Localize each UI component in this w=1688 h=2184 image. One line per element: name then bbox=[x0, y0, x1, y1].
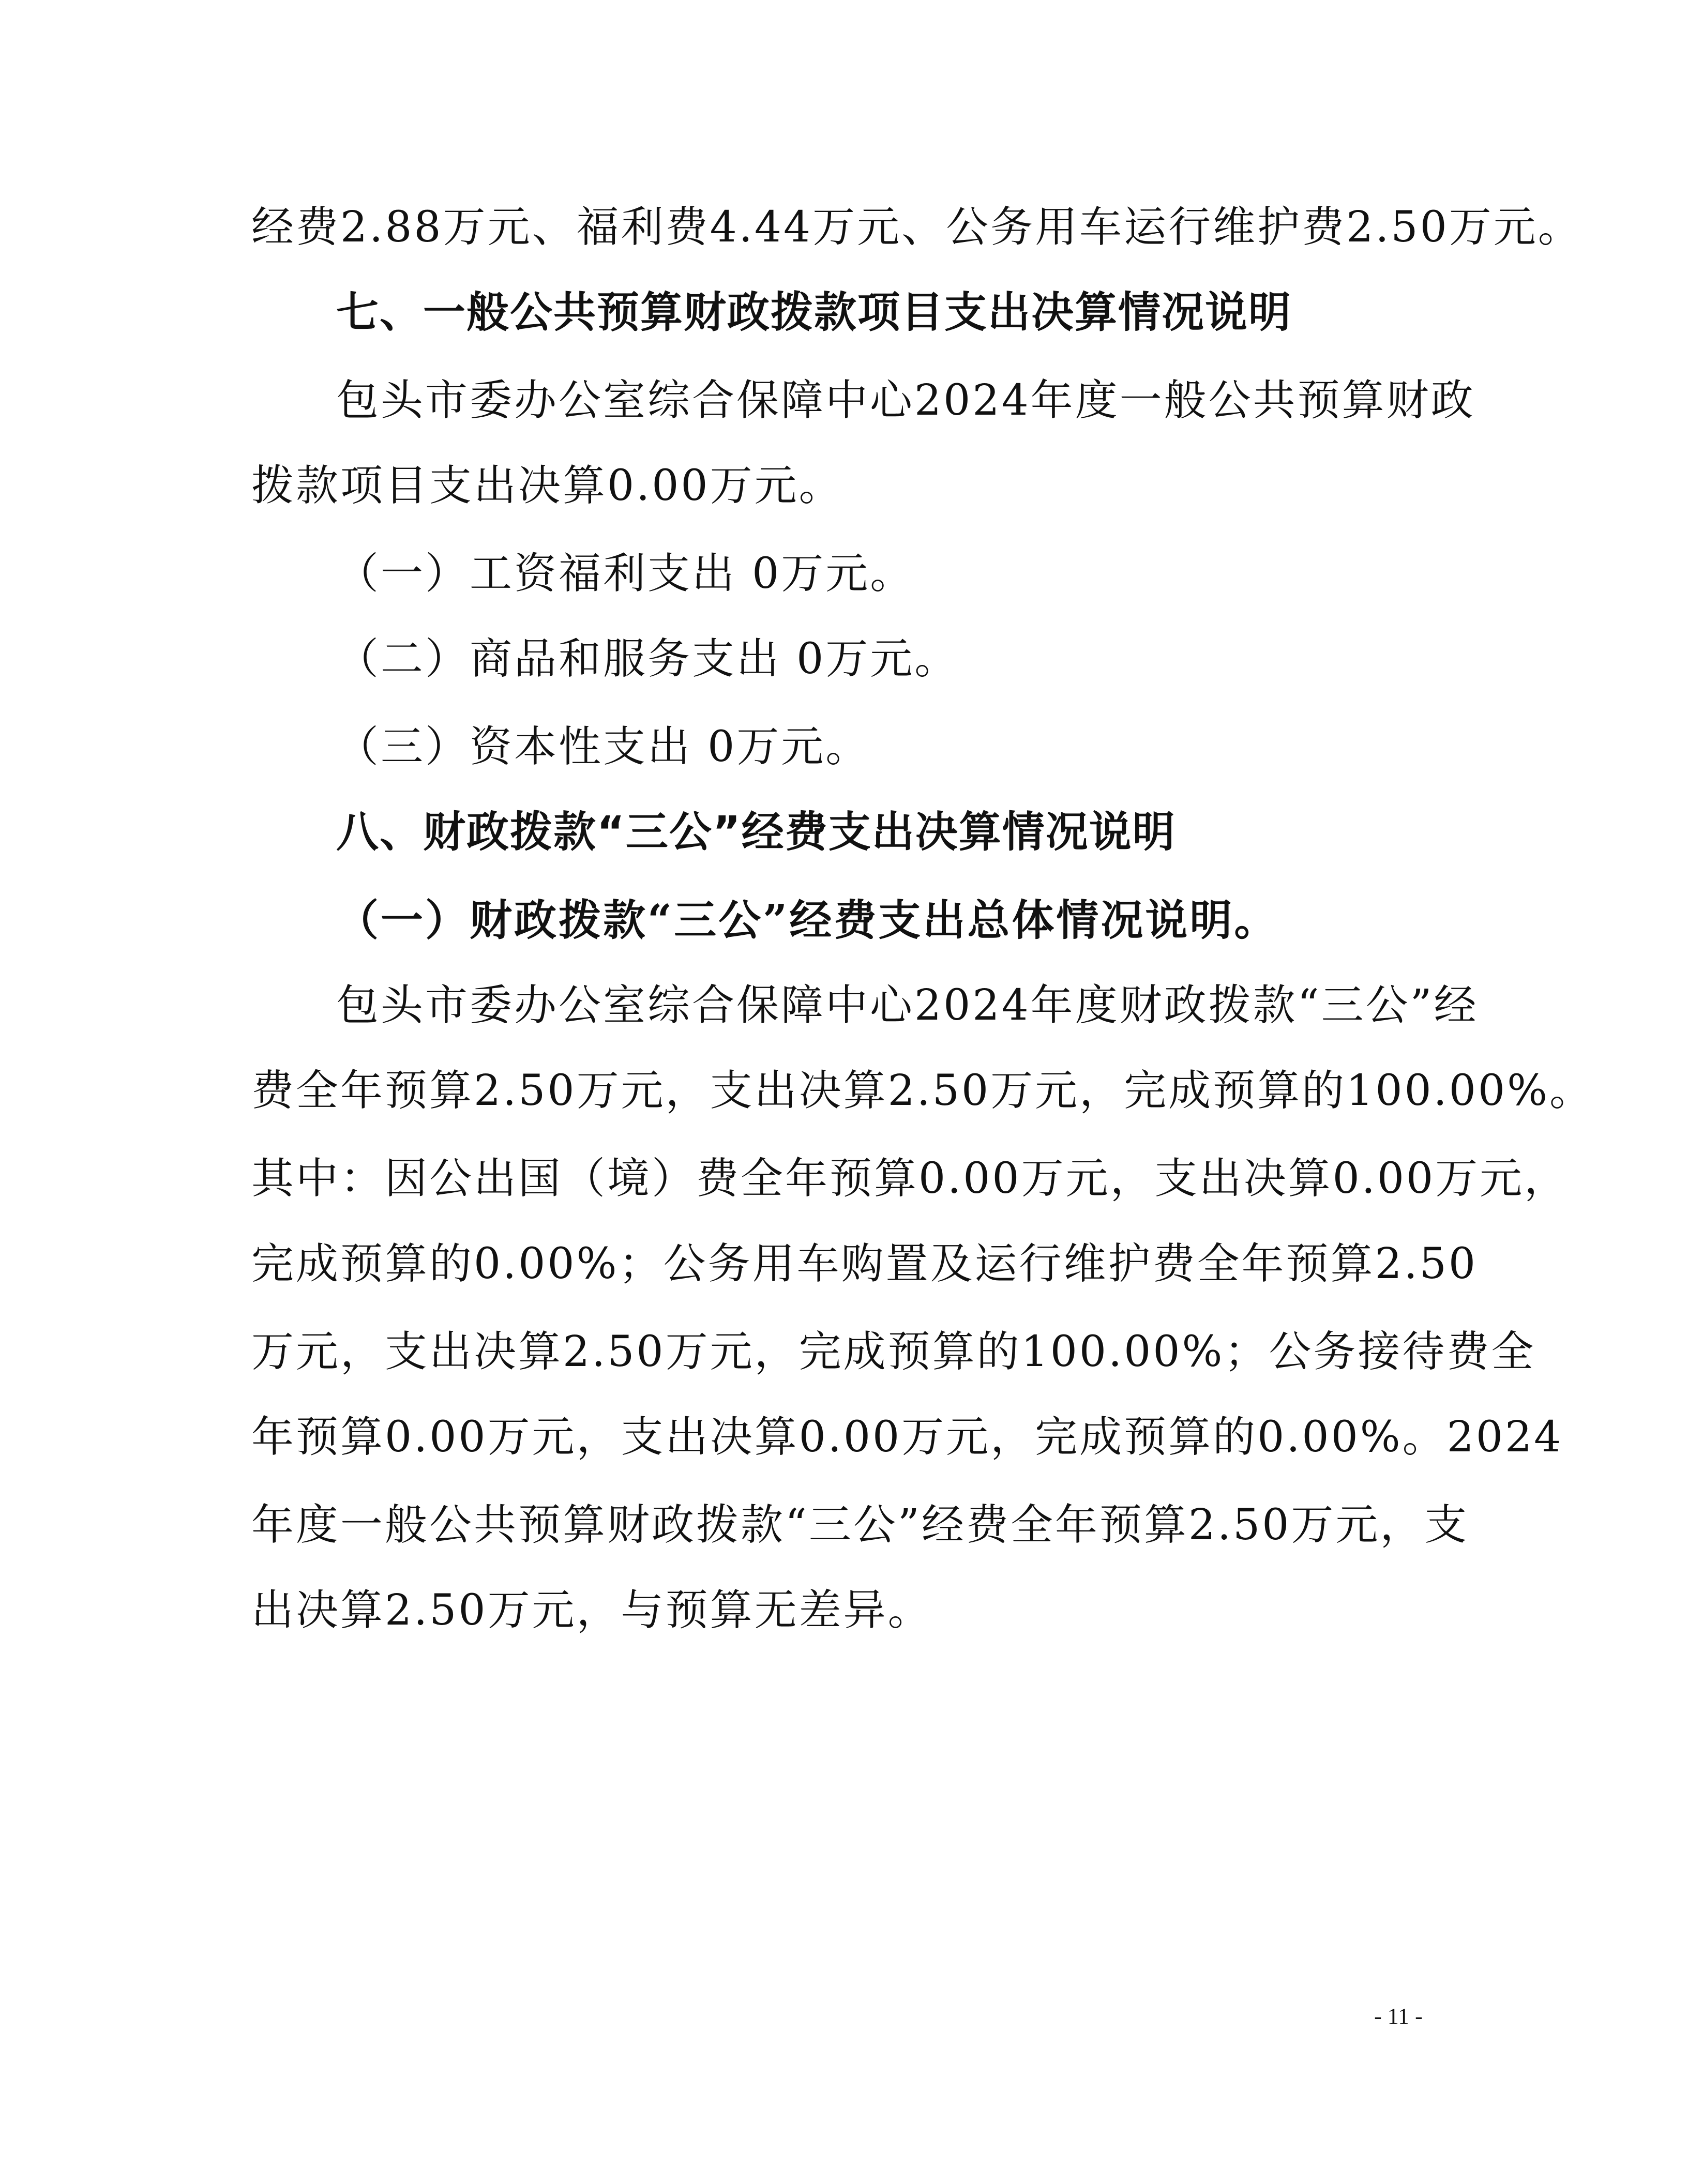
paragraph-line: 出决算2.50万元，与预算无差异。 bbox=[251, 1586, 932, 1635]
paragraph-line: 经费2.88万元、福利费4.44万元、公务用车运行维护费2.50万元。 bbox=[251, 203, 1583, 252]
page-number: - 11 - bbox=[1374, 2004, 1423, 2029]
paragraph-line: 年度一般公共预算财政拨款“三公”经费全年预算2.50万元，支 bbox=[251, 1500, 1469, 1550]
subsection-heading: （一）财政拨款“三公”经费支出总体情况说明。 bbox=[336, 896, 1279, 945]
paragraph-line: 其中：因公出国（境）费全年预算0.00万元，支出决算0.00万元， bbox=[251, 1154, 1569, 1203]
sub-item-1: （一）工资福利支出 0万元。 bbox=[336, 549, 915, 598]
paragraph-line: 完成预算的0.00%；公务用车购置及运行维护费全年预算2.50 bbox=[251, 1239, 1478, 1288]
paragraph-line: 包头市委办公室综合保障中心2024年度财政拨款“三公”经 bbox=[336, 981, 1479, 1030]
section-heading-8: 八、财政拨款“三公”经费支出决算情况说明 bbox=[336, 808, 1176, 857]
paragraph-line: 万元，支出决算2.50万元，完成预算的100.00%；公务接待费全 bbox=[251, 1327, 1536, 1376]
paragraph-line: 拨款项目支出决算0.00万元。 bbox=[251, 461, 843, 510]
paragraph-line: 费全年预算2.50万元，支出决算2.50万元，完成预算的100.00%。 bbox=[251, 1066, 1594, 1115]
section-heading-7: 七、一般公共预算财政拨款项目支出决算情况说明 bbox=[336, 288, 1292, 337]
sub-item-3: （三）资本性支出 0万元。 bbox=[336, 722, 870, 771]
paragraph-line: 年预算0.00万元，支出决算0.00万元，完成预算的0.00%。2024 bbox=[251, 1413, 1563, 1462]
sub-item-2: （二）商品和服务支出 0万元。 bbox=[336, 634, 959, 684]
paragraph-line: 包头市委办公室综合保障中心2024年度一般公共预算财政 bbox=[336, 376, 1475, 425]
